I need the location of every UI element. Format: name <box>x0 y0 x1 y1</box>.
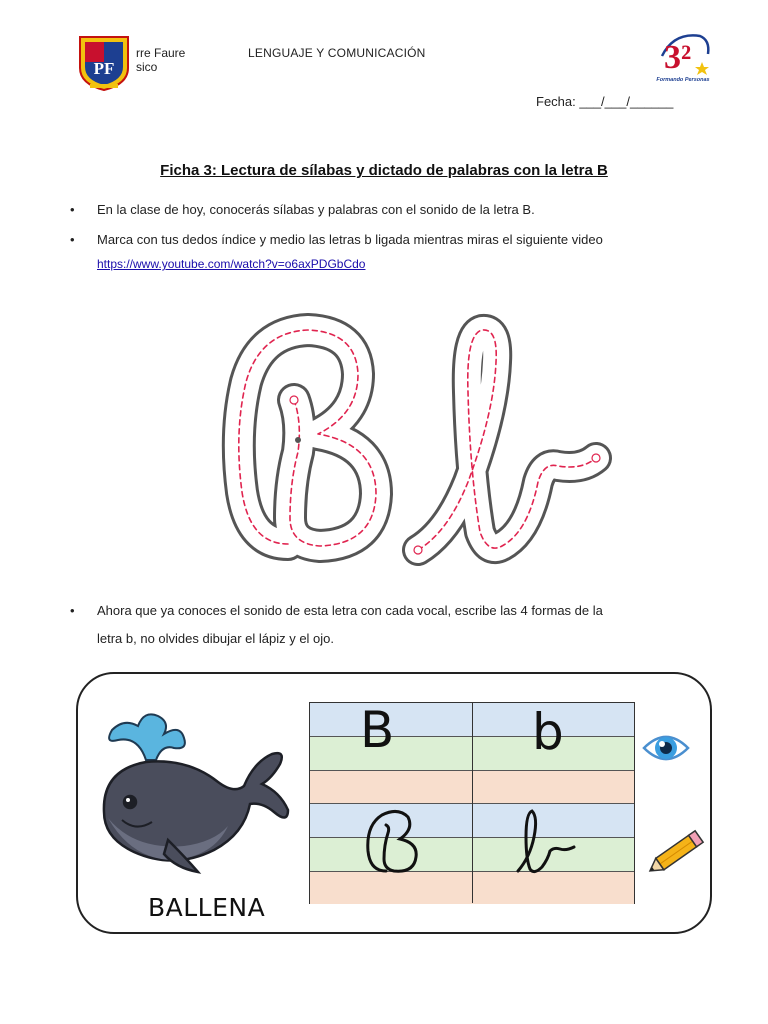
cursive-uppercase-b <box>364 807 420 875</box>
school-name-line1: rre Faure <box>136 46 186 60</box>
pencil-icon <box>644 822 710 882</box>
school-name <box>136 46 185 74</box>
bullet-dot: • <box>70 232 75 247</box>
subject-heading: LENGUAJE Y COMUNICACIÓN <box>248 46 426 60</box>
page-title: Ficha 3: Lectura de sílabas y dictado de palabras con la letra B <box>160 162 608 179</box>
bullet-2 <box>70 226 97 253</box>
bullet-1 <box>70 196 97 223</box>
grid-divider <box>472 703 473 903</box>
whale-illustration <box>94 700 290 886</box>
bullet-2-text: Marca con tus dedos índice y medio las letras b ligada mientras miras el siguiente video <box>97 232 603 247</box>
bullet-3 <box>70 597 97 624</box>
cursive-lowercase-b <box>514 807 578 875</box>
letter-tracing-image <box>198 282 620 588</box>
bullet-3-text-line2: letra b, no olvides dibujar el lápiz y el ojo. <box>97 631 335 646</box>
date-field[interactable]: Fecha: ___/___/______ <box>536 94 674 109</box>
bullet-3-text-line1: Ahora que ya conoces el sonido de esta letra con cada vocal, escribe las 4 formas de la <box>97 603 603 618</box>
school-logo <box>76 34 132 92</box>
water-spout-icon <box>109 714 185 760</box>
video-link[interactable]: https://www.youtube.com/watch?v=o6axPDGbCdo <box>97 257 366 271</box>
brand-logo <box>654 26 712 84</box>
eye-icon <box>642 724 690 772</box>
whale-body-icon <box>104 753 288 872</box>
bullet-dot: • <box>70 603 75 618</box>
cursive-upper-b-trace <box>239 330 376 546</box>
handwriting-grid <box>309 702 635 904</box>
school-logo-letters: PF <box>93 59 115 78</box>
brand-logo-number: 3² <box>664 39 692 76</box>
video-link-line <box>97 250 707 278</box>
printed-uppercase-b: B <box>360 701 395 759</box>
printed-lowercase-b: b <box>532 703 564 761</box>
bullet-1-text: En la clase de hoy, conocerás sílabas y palabras con el sonido de la letra B. <box>97 202 535 217</box>
school-name-line2: sico <box>136 60 158 74</box>
bullet-dot: • <box>70 202 75 217</box>
cursive-lower-b-trace <box>414 330 600 554</box>
word-label: BALLENA <box>148 893 266 922</box>
brand-logo-slogan: Formando Personas <box>656 77 710 83</box>
